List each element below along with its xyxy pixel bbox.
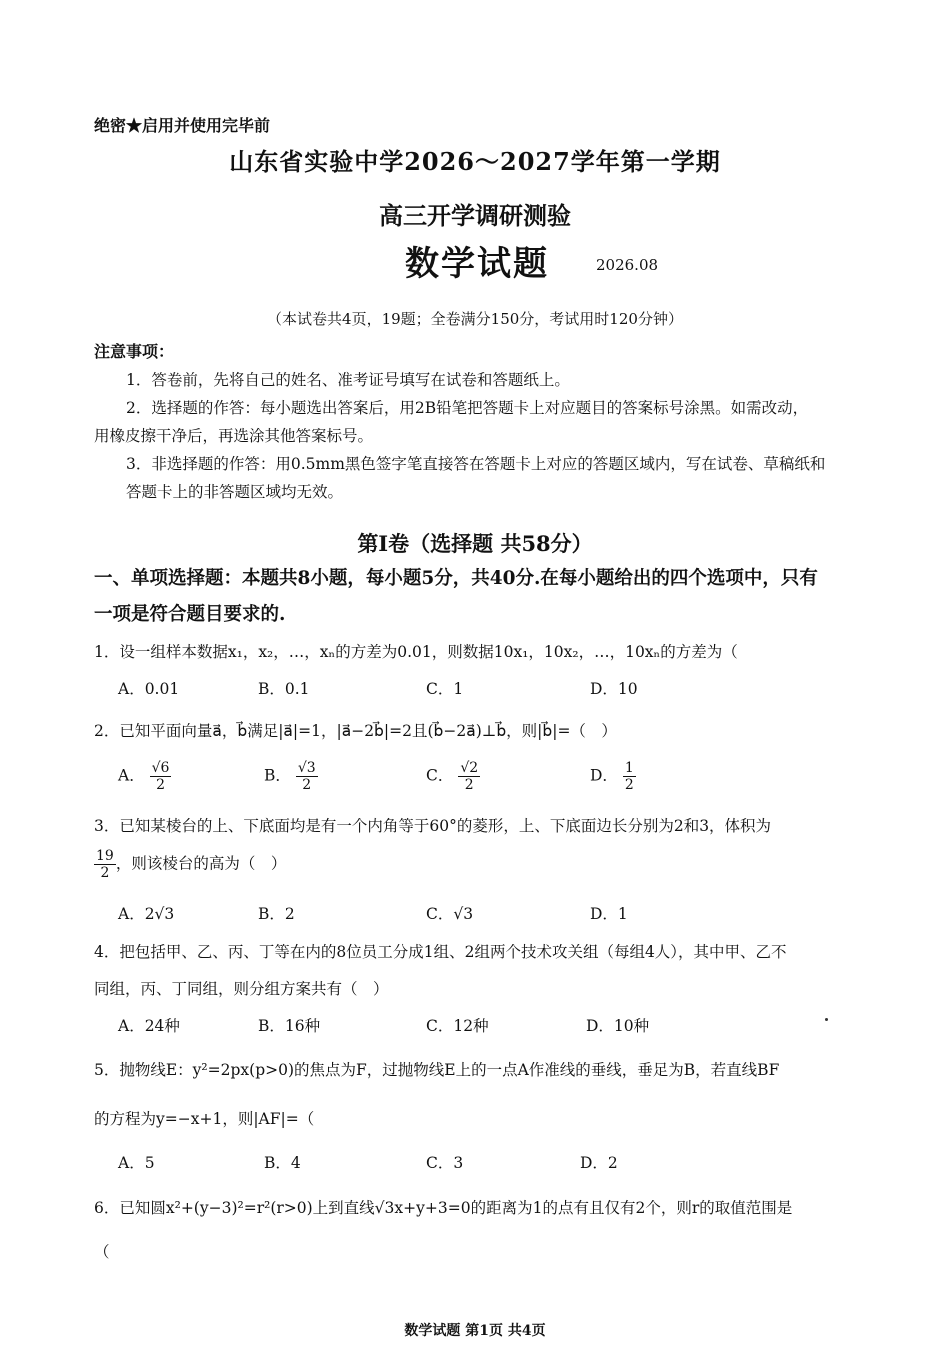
notice-item: 1．答卷前，先将自己的姓名、准考证号填写在试卷和答题纸上。: [126, 371, 570, 389]
question-3-text: 3．已知某棱台的上、下底面均是有一个内角等于60°的菱形，上、下底面边长分别为2和3，体积为: [94, 817, 772, 835]
fraction-numerator: 1: [624, 760, 634, 776]
question-4-option-a: A．24种: [118, 1017, 180, 1035]
question-6-text: 6．已知圆x²+(y−3)²=r²(r>0)上到直线√3x+y+3=0的距离为1的点有且仅有2个，则r的取值范围是: [94, 1199, 793, 1217]
exam-info: （本试卷共4页，19题；全卷满分150分，考试用时120分钟）: [267, 310, 683, 328]
question-5-text: 5．抛物线E：y²=2px(p>0)的焦点为F，过抛物线E上的一点A作准线的垂线，垂足为B，若直线BF: [94, 1061, 780, 1079]
option-fraction: [458, 760, 480, 793]
question-1-option-c: C．1: [426, 680, 464, 698]
fraction-numerator: √3: [297, 760, 316, 776]
fraction-denominator: 2: [100, 865, 110, 881]
question-3-option-d: D．1: [590, 905, 628, 923]
page-footer: 数学试题 第1页 共4页: [404, 1323, 546, 1339]
part-instruction: 一、单项选择题：本题共8小题，每小题5分，共40分.在每小题给出的四个选项中，只有: [94, 568, 818, 589]
notice-item: 用橡皮擦干净后，再选涂其他答案标号。: [94, 427, 374, 445]
question-4-text-continued: 同组，丙、丁同组，则分组方案共有（ ）: [94, 980, 389, 998]
question-5-text-continued: 的方程为y=−x+1，则|AF|=（: [94, 1110, 315, 1128]
question-5-option-c: C．3: [426, 1154, 464, 1172]
notice-item: 2．选择题的作答：每小题选出答案后，用2B铅笔把答题卡上对应题目的答案标号涂黑。如需改动，: [126, 399, 809, 417]
part-instruction: 一项是符合题目要求的.: [94, 604, 286, 625]
question-2-option-a: [118, 760, 171, 793]
exam-date: 2026.08: [596, 256, 659, 274]
question-3-option-a: A．2√3: [118, 905, 175, 923]
exam-title-subject: 数学试题: [405, 244, 549, 284]
fraction-denominator: 2: [156, 777, 166, 793]
option-label: C．: [426, 766, 454, 785]
question-5-option-a: A．5: [118, 1154, 155, 1172]
notice-item: 3．非选择题的作答：用0.5mm黑色签字笔直接答在答题卡上对应的答题区域内，写在试卷、草稿纸和: [126, 455, 826, 473]
question-5-option-d: D．2: [580, 1154, 618, 1172]
question-1-option-b: B．0.1: [258, 680, 310, 698]
question-5-option-b: B．4: [264, 1154, 301, 1172]
exam-title-event: 高三开学调研测验: [379, 201, 571, 230]
question-1-text: 1．设一组样本数据x₁，x₂，…，xₙ的方差为0.01，则数据10x₁，10x₂，…，10xₙ的方差为（: [94, 643, 738, 661]
notice-item: 答题卡上的非答题区域均无效。: [126, 483, 344, 501]
volume-fraction: [94, 848, 116, 881]
fraction-denominator: 2: [302, 777, 312, 793]
option-fraction: [150, 760, 172, 793]
question-3-option-b: B．2: [258, 905, 295, 923]
question-4-option-b: B．16种: [258, 1017, 321, 1035]
scan-speck: [825, 1018, 828, 1021]
fraction-denominator: 2: [464, 777, 474, 793]
question-1-option-a: A．0.01: [118, 680, 180, 698]
option-label: A．: [118, 766, 145, 785]
question-4-option-c: C．12种: [426, 1017, 489, 1035]
fraction-numerator: 19: [96, 848, 114, 864]
question-2-option-b: [264, 760, 318, 793]
question-3-tail: ，则该棱台的高为（ ）: [115, 854, 287, 873]
fraction-numerator: √2: [460, 760, 479, 776]
option-fraction: [623, 760, 636, 793]
fraction-numerator: √6: [151, 760, 170, 776]
option-label: D．: [590, 766, 618, 785]
question-2-option-c: [426, 760, 480, 793]
question-2-option-d: [590, 760, 636, 793]
section-title: 第Ⅰ卷（选择题 共58分）: [357, 531, 593, 556]
question-4-option-d: D．10种: [586, 1017, 650, 1035]
fraction-denominator: 2: [624, 777, 634, 793]
question-4-text: 4．把包括甲、乙、丙、丁等在内的8位员工分成1组、2组两个技术攻关组（每组4人），其中甲、乙不: [94, 943, 787, 961]
question-1-option-d: D．10: [590, 680, 638, 698]
confidential-label: 绝密★启用并使用完毕前: [94, 116, 271, 135]
question-6-text-continued: （: [94, 1243, 110, 1261]
exam-title-school: 山东省实验中学2026～2027学年第一学期: [229, 147, 721, 176]
question-3-option-c: C．√3: [426, 905, 474, 923]
option-label: B．: [264, 766, 291, 785]
notice-heading: 注意事项：: [94, 342, 175, 361]
question-3-text-continued: [94, 848, 286, 881]
option-fraction: [296, 760, 318, 793]
question-2-text: 2．已知平面向量a⃗，b⃗满足|a⃗|=1，|a⃗−2b⃗|=2且(b⃗−2a⃗)⊥b⃗，则|b⃗|=（ ）: [94, 722, 617, 740]
